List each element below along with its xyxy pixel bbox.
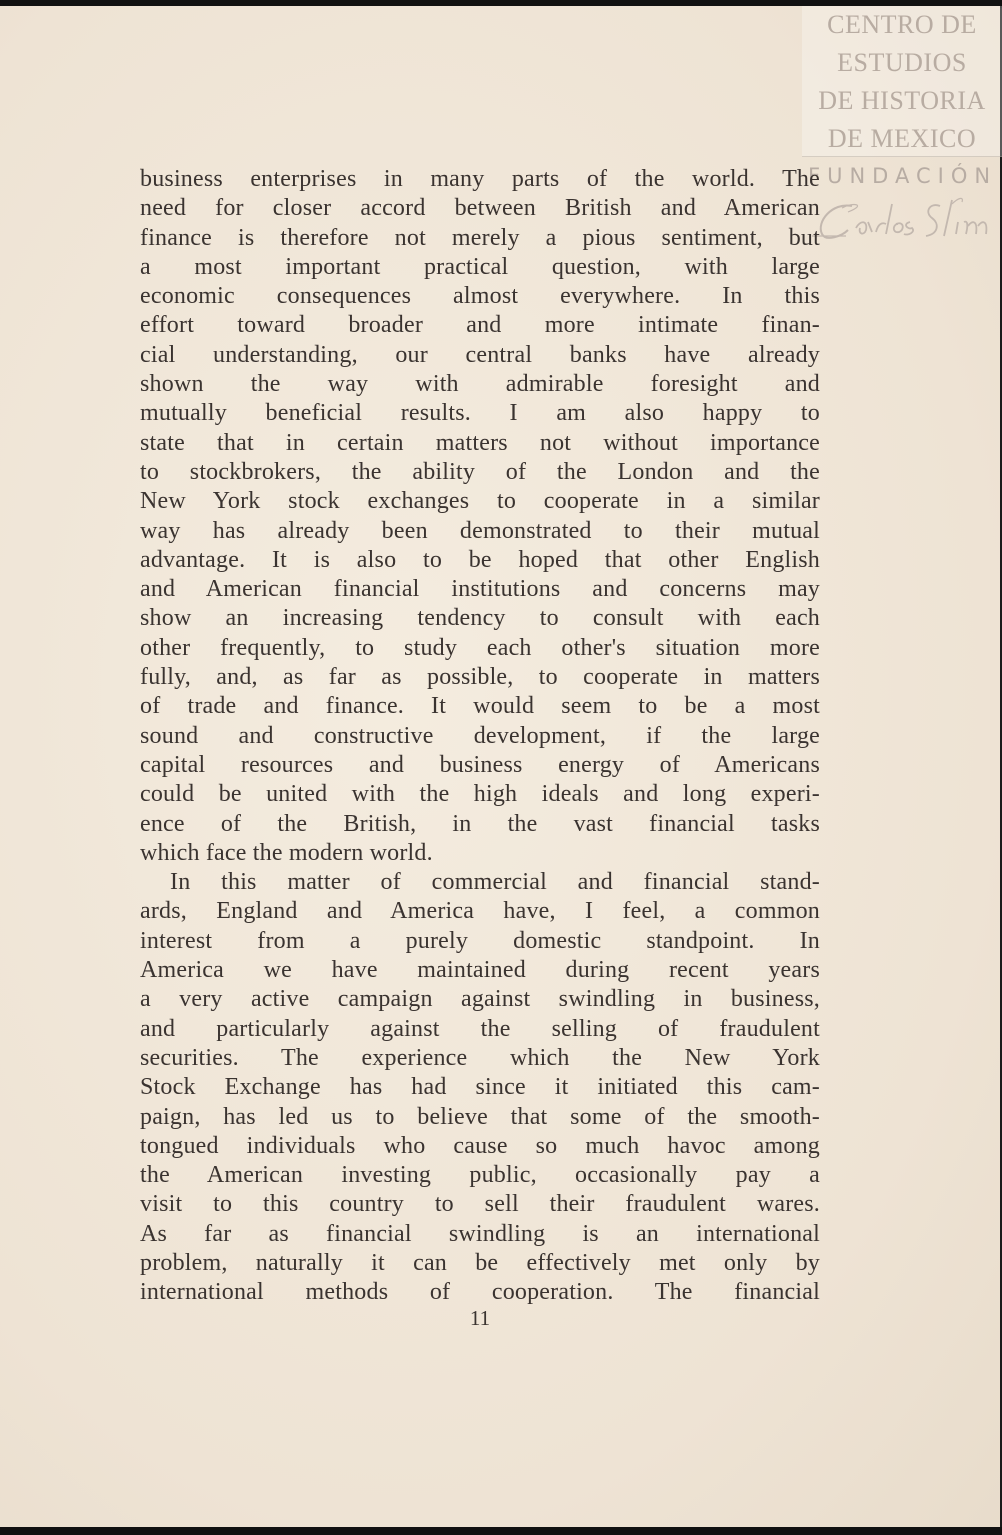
- text-line: of trade and finance. It would seem to be a most: [140, 693, 820, 720]
- text-line: paign, has led us to believe that some of the smooth-: [140, 1103, 820, 1130]
- text-line: Stock Exchange has had since it initiated this cam-: [140, 1074, 820, 1101]
- text-line: show an increasing tendency to consult with each: [140, 605, 820, 632]
- text-line: interest from a purely domestic standpoint. In: [140, 927, 820, 954]
- text-line: way has already been demonstrated to their mutual: [140, 517, 820, 544]
- signature-watermark: [812, 192, 1002, 252]
- stamp-line-4: DE MEXICO: [827, 124, 977, 153]
- text-line: problem, naturally it can be effectively met only by: [140, 1249, 820, 1276]
- text-line: effort toward broader and more intimate finan-: [140, 312, 820, 339]
- text-line: a very active campaign against swindling in business,: [140, 986, 820, 1013]
- stamp-line-2: ESTUDIOS: [837, 48, 967, 77]
- text-line: the American investing public, occasionally pay a: [140, 1162, 820, 1189]
- page-number: 11: [469, 1306, 491, 1330]
- text-line: and American financial institutions and concerns may: [140, 576, 820, 603]
- text-line: to stockbrokers, the ability of the London and the: [140, 458, 820, 485]
- text-line: New York stock exchanges to cooperate in a similar: [140, 488, 820, 515]
- text-line: fully, and, as far as possible, to cooperate in matters: [140, 664, 820, 691]
- text-line: could be united with the high ideals and long experi-: [140, 781, 820, 808]
- text-line: economic consequences almost everywhere. In this: [140, 283, 820, 310]
- text-line: state that in certain matters not without importance: [140, 429, 820, 456]
- text-line: visit to this country to sell their fraudulent wares.: [140, 1191, 820, 1218]
- text-line: mutually beneficial results. I am also happy to: [140, 400, 820, 427]
- text-line: advantage. It is also to be hoped that other English: [140, 546, 820, 573]
- text-line: a most important practical question, with large: [140, 253, 820, 280]
- archive-stamp: [802, 6, 1002, 157]
- text-line: need for closer accord between British and American: [140, 195, 820, 222]
- text-line: As far as financial swindling is an international: [140, 1220, 820, 1247]
- text-line: business enterprises in many parts of the world. The: [140, 166, 820, 192]
- text-line: shown the way with admirable foresight and: [140, 371, 820, 398]
- text-line: other frequently, to study each other's situation more: [140, 634, 820, 661]
- text-line: securities. The experience which the New York: [140, 1044, 820, 1071]
- text-line: ence of the British, in the vast financial tasks: [140, 810, 820, 837]
- stamp-line-3: DE HISTORIA: [818, 86, 986, 115]
- text-line: ards, England and America have, I feel, a common: [140, 898, 820, 925]
- foundation-label: FUNDACIÓN: [808, 164, 998, 188]
- text-line: international methods of cooperation. The financial: [140, 1279, 820, 1306]
- text-line: America we have maintained during recent years: [140, 957, 820, 984]
- stamp-line-1: CENTRO DE: [827, 10, 977, 39]
- text-line: tongued individuals who cause so much havoc among: [140, 1132, 820, 1159]
- text-line: and particularly against the selling of fraudulent: [140, 1015, 820, 1042]
- scan-bottom-border: [0, 1527, 1002, 1535]
- paragraph-end-line: which face the modern world.: [140, 839, 433, 866]
- text-line: cial understanding, our central banks have already: [140, 341, 820, 368]
- body-text: [140, 165, 820, 1308]
- text-line: finance is therefore not merely a pious sentiment, but: [140, 224, 820, 251]
- paragraph-start-line: In this matter of commercial and financial stand-: [170, 869, 820, 896]
- text-line: sound and constructive development, if the large: [140, 722, 820, 749]
- text-line: capital resources and business energy of Americans: [140, 751, 820, 778]
